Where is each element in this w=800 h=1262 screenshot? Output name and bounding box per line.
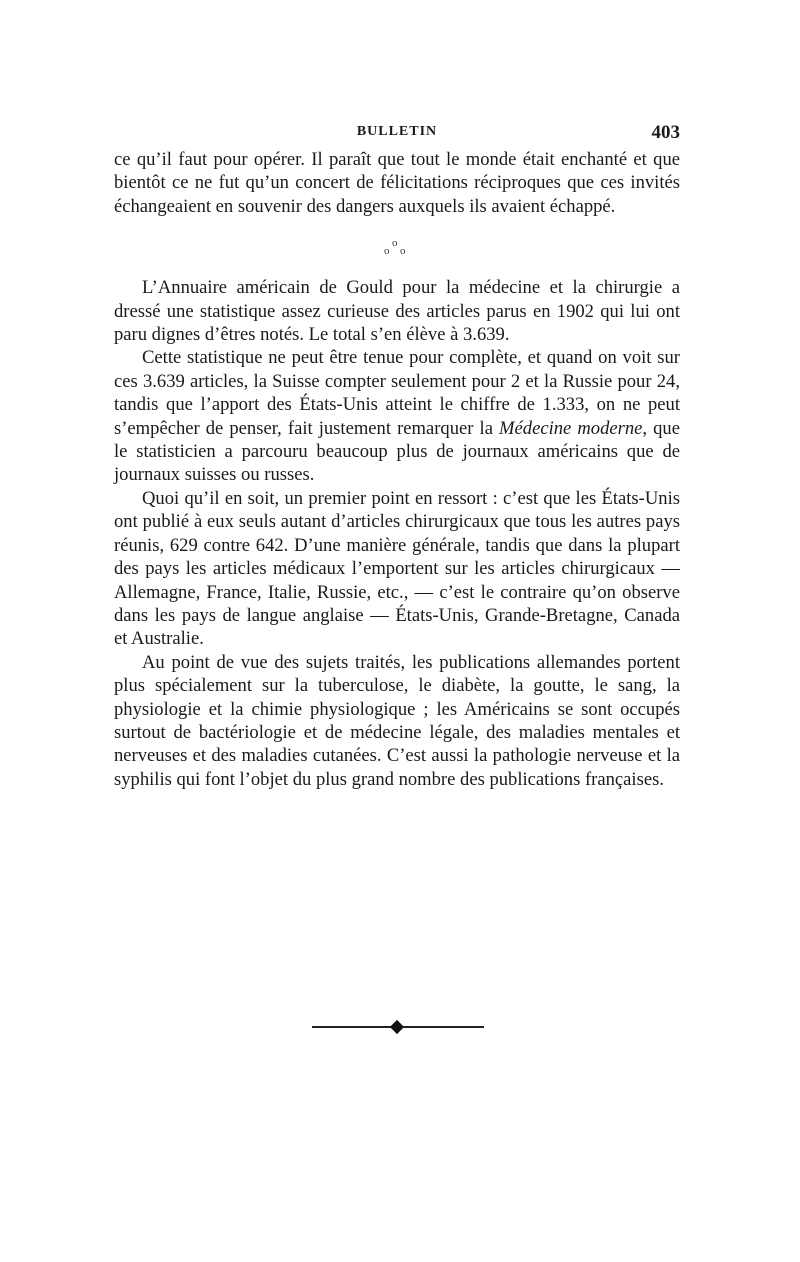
- tailpiece-rule-left: [312, 1026, 392, 1028]
- section-separator-icon: [114, 218, 680, 276]
- journal-title: Médecine moderne: [499, 417, 643, 439]
- page-number: 403: [651, 122, 680, 143]
- paragraph-statistique-part1: Cette statistique ne peut être tenue pour complète, et quand on voit sur ces 3.639 articles, la Suisse compter seulement pour 2 et la Russie pour 24, tandis que l’apport des États-Unis atteint le chiffre de 1.333, on ne peut s’empêcher de penser, fait justement remarquer la: [114, 347, 680, 439]
- book-page: [114, 0, 680, 1262]
- paragraph-statistique: [114, 346, 680, 486]
- paragraph-sujets: Au point de vue des sujets traités, les publications allemandes portent plus spécialement sur la tuberculose, le diabète, la goutte, le sang, la physiologie et la chimie physiologique ; les Américains se sont occupés surtout de bactériologie et de médecine légale, des maladies mentales et nerveuses et des maladies cutanées. C’est aussi la pathologie nerveuse et la syphilis qui font l’objet du plus grand nombre des publications françaises.: [114, 651, 680, 790]
- body-text: [114, 148, 680, 791]
- tailpiece-rule-right: [402, 1026, 484, 1028]
- paragraph-statistique-part2: , que le statisticien a parcouru beaucoup plus de journaux américains que de journaux suisses ou russes.: [114, 417, 680, 486]
- tailpiece-ornament-icon: [312, 1022, 484, 1032]
- running-title: BULLETIN: [356, 124, 438, 139]
- paragraph-annuaire: L’Annuaire américain de Gould pour la médecine et la chirurgie a dressé une statistique assez curieuse des articles parus en 1902 qui lui ont paru dignes d’êtres notés. Le total s’en élève à 3.639.: [114, 277, 680, 346]
- asterism-dot-left: o: [384, 245, 390, 258]
- running-head: [114, 122, 680, 144]
- paragraph-etats-unis: Quoi qu’il en soit, un premier point en ressort : c’est que les États-Unis ont publié à eux seuls autant d’articles chirurgicaux que tous les autres pays réunis, 629 contre 642. D’une manière générale, tandis que dans la plupart des pays les articles médicaux l’emportent sur les articles chirurgicaux — Allemagne, France, Italie, Russie, etc., — c’est le contraire qu’on observe dans les pays de langue anglaise — États-Unis, Grande-Bretagne, Canada et Australie.: [114, 487, 680, 650]
- asterism-dot-top: o: [392, 237, 398, 250]
- asterism-dot-right: o: [400, 245, 406, 258]
- paragraph-continuation: ce qu’il faut pour opérer. Il paraît que tout le monde était enchanté et que bientôt ce ne fut qu’un concert de félicitations réciproques que ces invités échangeaient en souvenir des dangers auxquels ils avaient échappé.: [114, 149, 680, 217]
